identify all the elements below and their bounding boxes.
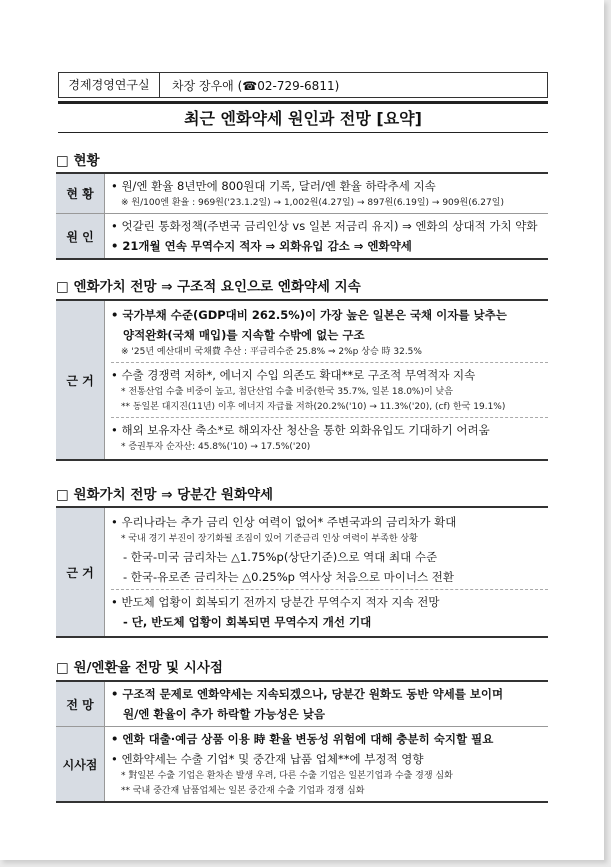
row-content: [105, 174, 548, 213]
yen-outlook-table: [56, 299, 548, 461]
bullet-text: - 단, 반도체 업황이 회복되면 무역수지 개선 기대: [123, 615, 372, 629]
note-text: * 국내 경기 부진이 장기화될 조짐이 있어 기준금리 인상 여력이 부족한 상황: [121, 534, 418, 544]
bullet-text: 원/엔 환율이 추가 하락할 가능성은 낮음: [123, 707, 325, 721]
row-content: [105, 301, 548, 459]
section-heading-won-outlook: □ 원화가치 전망 ⇒ 당분간 원화약세: [56, 487, 274, 503]
row-label: 시사점: [56, 727, 105, 801]
bullet-text: - 한국-유로존 금리차는 △0.25%p 역사상 처음으로 마이너스 전환: [123, 570, 454, 584]
section-heading-status: □ 현황: [56, 153, 100, 169]
row-content: [105, 727, 548, 801]
section-heading-rate-outlook: □ 원/엔환율 전망 및 시사점: [56, 660, 223, 676]
bullet-text: • 구조적 문제로 엔화약세는 지속되겠으나, 당분간 원화도 동반 약세를 보이며: [111, 687, 504, 701]
reason-block: [111, 363, 548, 418]
row-label: 근 거: [56, 301, 105, 459]
note-text: ** 동일본 대지진(11년) 이후 에너지 자급률 저하(20.2%('10) → 11.3%('20), (cf) 한국 19.1%): [121, 402, 506, 412]
bullet-text: • 해외 보유자산 축소*로 해외자산 청산을 통한 외화유입도 기대하기 어려움: [111, 423, 490, 437]
section-heading-yen-outlook: □ 엔화가치 전망 ⇒ 구조적 요인으로 엔화약세 지속: [56, 279, 361, 295]
bullet-text: • 우리나라는 추가 금리 인상 여력이 없어* 주변국과의 금리차가 확대: [111, 515, 457, 529]
table-row: [56, 727, 548, 801]
note-text: ※ '25년 예산대비 국채費 추산 : 平금리수준 25.8% ⇒ 2%p 상승 時 32.5%: [121, 347, 422, 357]
won-outlook-table: [56, 506, 548, 638]
table-row: [56, 508, 548, 636]
reason-block: [111, 590, 548, 634]
note-text: ** 국내 중간재 납품업체는 일본 중간재 수출 기업과 경쟁 심화: [121, 786, 365, 796]
row-label: 전 망: [56, 682, 105, 726]
row-label: 현 황: [56, 174, 105, 213]
reason-block: [111, 510, 548, 590]
note-text: * 전통산업 수출 비중이 높고, 첨단산업 수출 비중(한국 35.7%, 일본 18.0%)이 낮음: [121, 387, 453, 397]
department-label: 경제경영연구실: [59, 73, 160, 97]
bullet-text: • 국가부채 수준(GDP대비 262.5%)이 가장 높은 일본은 국채 이자를 낮추는: [111, 308, 507, 322]
table-row: [56, 214, 548, 258]
author-contact: 차장 장우애 (☎02-729-6811): [172, 78, 340, 93]
bullet-text: - 한국-미국 금리차는 △1.75%p(상단기준)으로 역대 최대 수준: [123, 550, 438, 564]
row-content: [105, 682, 548, 726]
bullet-text: • 수출 경쟁력 저하*, 에너지 수입 의존도 확대**로 구조적 무역적자 지속: [111, 368, 476, 382]
bullet-text: • 엇갈린 통화정책(주변국 금리인상 vs 일본 저금리 유지) ⇒ 엔화의 상대적 가치 약화: [111, 219, 538, 233]
note-text: ※ 원/100엔 환율 : 969원('23.1.2일) → 1,002원(4.27일) → 897원(6.19일) → 909원(6.27일): [121, 198, 504, 208]
bullet-text: • 21개월 연속 무역수지 적자 ⇒ 외화유입 감소 ⇒ 엔화약세: [111, 239, 412, 253]
bullet-text: • 반도체 업황이 회복되기 전까지 당분간 무역수지 적자 지속 전망: [111, 595, 440, 609]
bullet-text: • 엔화 대출·예금 상품 이용 時 환율 변동성 위험에 대해 충분히 숙지할 필요: [111, 732, 494, 746]
table-row: [56, 301, 548, 459]
row-content: [105, 214, 548, 258]
row-content: [105, 508, 548, 636]
note-text: * 對일본 수출 기업은 환차손 발생 우려, 다른 수출 기업은 일본기업과 수출 경쟁 심화: [121, 771, 453, 781]
status-table: [56, 172, 548, 260]
table-row: [56, 682, 548, 727]
bullet-text: • 원/엔 환율 8년만에 800원대 기록, 달러/엔 환율 하락추세 지속: [111, 179, 436, 193]
rate-outlook-table: [56, 680, 548, 803]
row-label: 근 거: [56, 508, 105, 636]
document-title: 최근 엔화약세 원인과 전망 [요약]: [58, 101, 548, 133]
bullet-text: 양적완화(국채 매입)를 지속할 수밖에 없는 구조: [123, 328, 365, 342]
table-row: [56, 174, 548, 214]
row-label: 원 인: [56, 214, 105, 258]
note-text: * 증권투자 순자산: 45.8%('10) → 17.5%('20): [121, 442, 311, 452]
bullet-text: • 엔화약세는 수출 기업* 및 중간재 납품 업체**에 부정적 영향: [111, 752, 424, 766]
author-header: [58, 72, 548, 98]
reason-block: [111, 303, 548, 363]
reason-block: [111, 418, 548, 457]
